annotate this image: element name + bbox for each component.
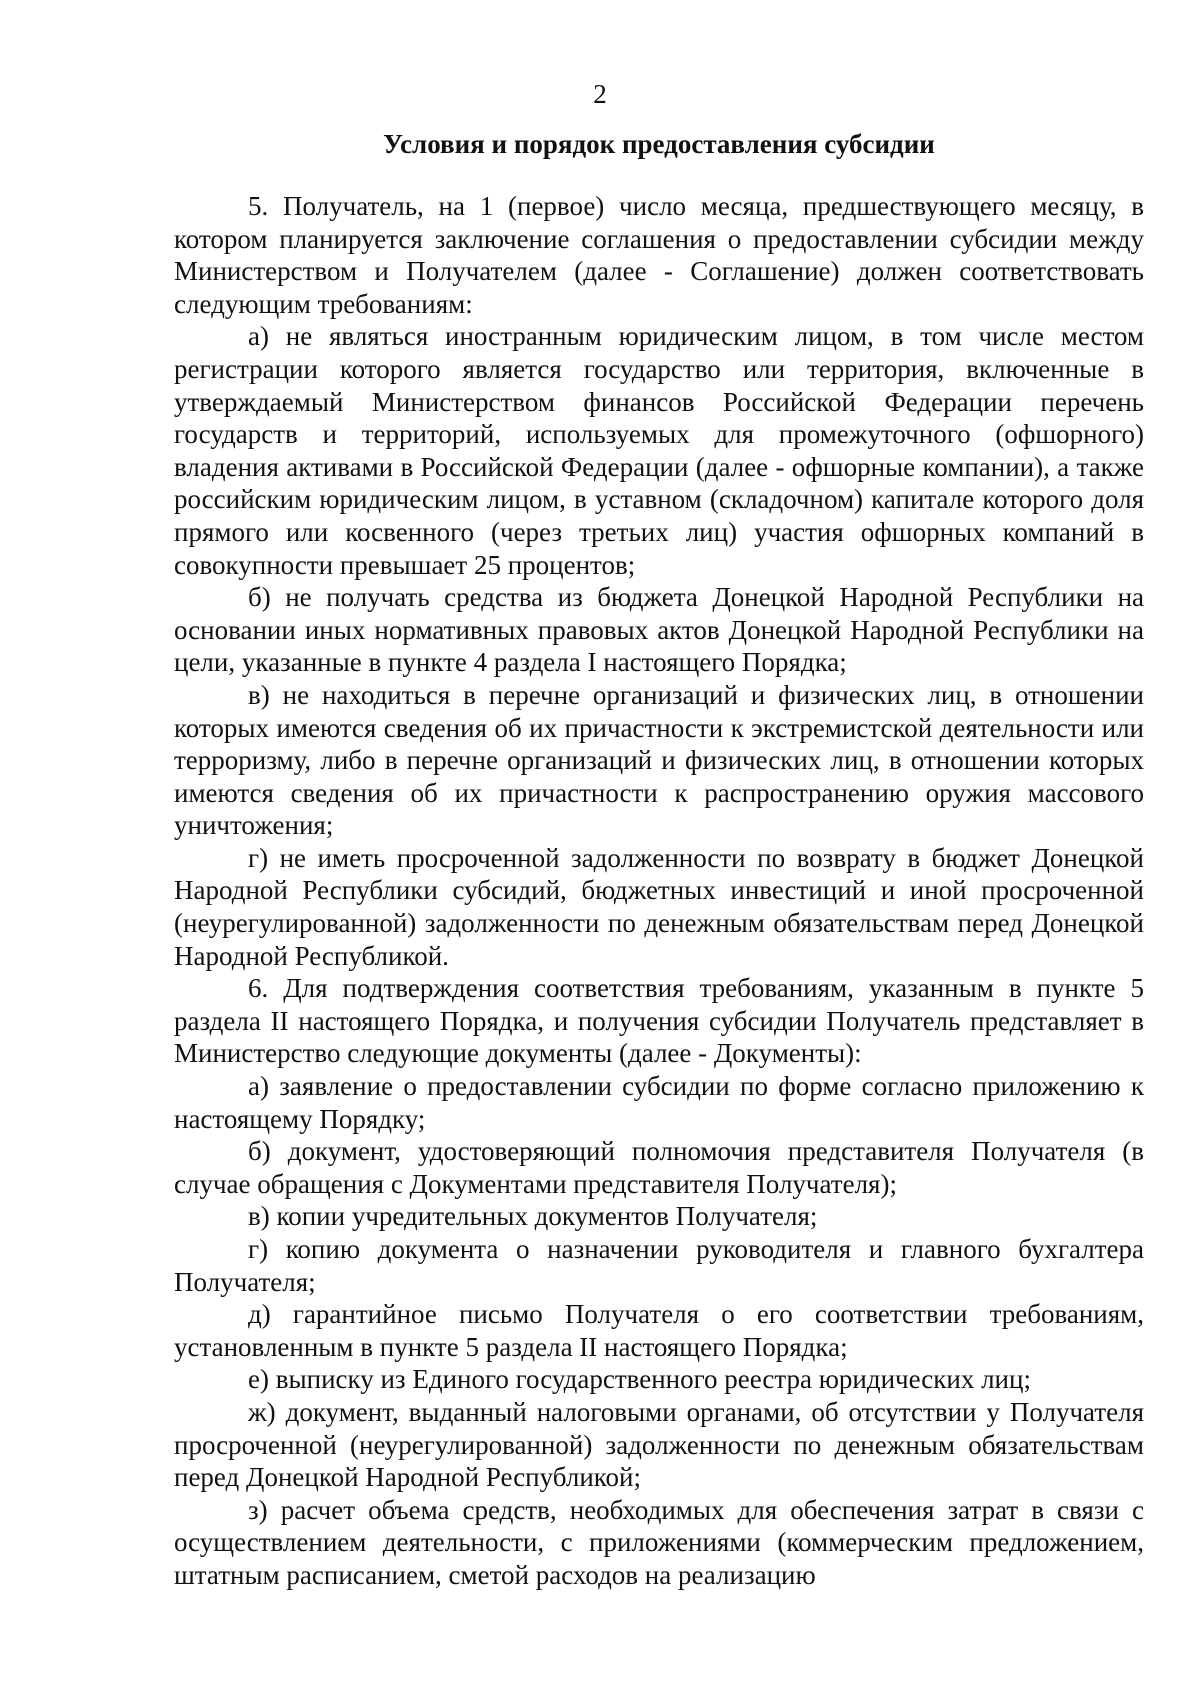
paragraph-6: 6. Для подтверждения соответствия требованиям, указанным в пункте 5 раздела II настоящего Порядка, и получения субсидии Получатель представляет в Министерство следующие документы (далее - Документы): xyxy=(174,973,1144,1069)
paragraph-6d: д) гарантийное письмо Получателя о его соответствии требованиям, установленным в пункте 5 раздела II настоящего Порядка; xyxy=(174,1299,1144,1362)
paragraph-6z: з) расчет объема средств, необходимых для обеспечения затрат в связи с осуществлением деятельности, с приложениями (коммерческим предложением, штатным расписанием, сметой расходов на реализацию xyxy=(174,1494,1144,1590)
document-body xyxy=(174,190,1144,1592)
paragraph-5g: г) не иметь просроченной задолженности по возврату в бюджет Донецкой Народной Республики субсидий, бюджетных инвестиций и иной просроченной (неурегулированной) задолженности по денежным обязательствам перед Донецкой Народной Республикой. xyxy=(174,842,1144,971)
paragraph-6zh: ж) документ, выданный налоговыми органами, об отсутствии у Получателя просроченной (неурегулированной) задолженности по денежным обязательствам перед Донецкой Народной Республикой; xyxy=(174,1396,1144,1493)
paragraph-6e: е) выписку из Единого государственного реестра юридических лиц; xyxy=(248,1364,1031,1395)
paragraph-6g: г) копию документа о назначении руководителя и главного бухгалтера Получателя; xyxy=(174,1234,1144,1297)
paragraph-5v: в) не находиться в перечне организаций и физических лиц, в отношении которых имеются сведения об их причастности к экстремистской деятельности или терроризму, либо в перечне организаций и физических лиц, в отношении которых имеются сведения об их причастности к распространению оружия массового уничтожения; xyxy=(174,679,1144,841)
paragraph-5a: а) не являться иностранным юридическим лицом, в том числе местом регистрации которого является государство или территория, включенные в утверждаемый Министерством финансов Российской Федерации перечень государств и территорий, используемых для промежуточного (офшорного) владения активами в Российской Федерации (далее - офшорные компании), а также российским юридическим лицом, в уставном (складочном) капитале которого доля прямого или косвенного (через третьих лиц) участия офшорных компаний в совокупности превышает 25 процентов; xyxy=(174,321,1144,580)
paragraph-6b: б) документ, удостоверяющий полномочия представителя Получателя (в случае обращения с Документами представителя Получателя); xyxy=(174,1136,1144,1199)
paragraph-5: 5. Получатель, на 1 (первое) число месяца, предшествующего месяцу, в котором планируется заключение соглашения о предоставлении субсидии между Министерством и Получателем (далее - Соглашение) должен соответствовать следующим требованиям: xyxy=(174,191,1144,319)
section-heading: Условия и порядок предоставления субсидии xyxy=(383,129,935,159)
page-number: 2 xyxy=(593,79,607,109)
paragraph-6a: а) заявление о предоставлении субсидии по форме согласно приложению к настоящему Порядку; xyxy=(174,1071,1144,1134)
paragraph-5b: б) не получать средства из бюджета Донецкой Народной Республики на основании иных нормативных правовых актов Донецкой Народной Республики на цели, указанные в пункте 4 раздела I настоящего Порядка; xyxy=(174,582,1144,678)
paragraph-6v: в) копии учредительных документов Получателя; xyxy=(248,1201,818,1232)
